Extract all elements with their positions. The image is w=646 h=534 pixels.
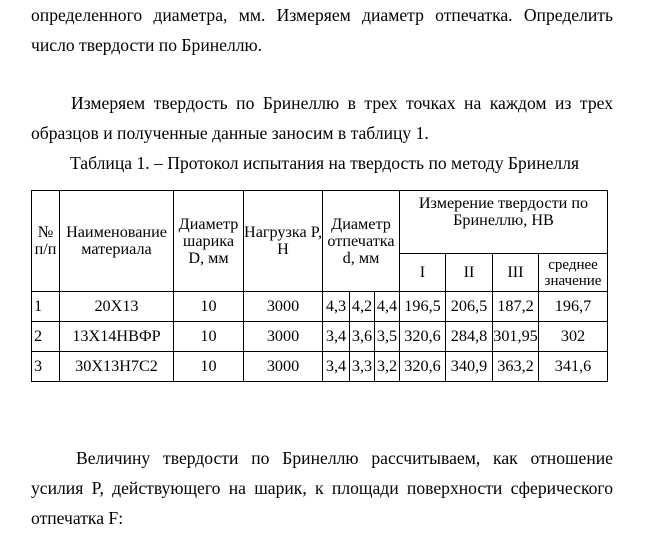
text-line: определенного диаметра, мм. Измеряем диаметр отпечатка. Определить [31, 5, 613, 25]
text-line: Величину твердости по Бринеллю рассчитываем, как отношение [76, 448, 613, 468]
table-row [32, 322, 608, 352]
cell-d2: 3,6 [350, 322, 375, 352]
header-load: Нагрузка P, Н [244, 191, 323, 292]
cell-hb3: 187,2 [493, 292, 539, 322]
cell-d1: 3,4 [323, 322, 350, 352]
cell-num: 3 [32, 352, 60, 382]
cell-hb3: 363,2 [493, 352, 539, 382]
header-print-diameter: Диаметр отпечатка d, мм [323, 191, 400, 292]
cell-hb1: 320,6 [400, 352, 446, 382]
cell-material: 13Х14НВФР [60, 322, 174, 352]
cell-load: 3000 [244, 352, 323, 382]
header-average: среднее значение [539, 254, 608, 292]
cell-d2: 3,3 [350, 352, 375, 382]
text-line: Измеряем твердость по Бринеллю в трех точках на каждом из трех [71, 93, 613, 113]
cell-hb2: 206,5 [446, 292, 493, 322]
header-hardness-1: I [400, 254, 446, 292]
header-material: Наименование материала [60, 191, 174, 292]
cell-num: 2 [32, 322, 60, 352]
table-row [32, 352, 608, 382]
cell-load: 3000 [244, 292, 323, 322]
cell-hb3: 301,95 [493, 322, 539, 352]
cell-d3: 3,2 [375, 352, 400, 382]
header-ball-diameter: Диаметр шарика D, мм [174, 191, 244, 292]
cell-hb1: 320,6 [400, 322, 446, 352]
text-line: усилия P, действующего на шарик, к площади поверхности сферического [31, 478, 613, 498]
cell-d1: 4,3 [323, 292, 350, 322]
cell-ball-diameter: 10 [174, 292, 244, 322]
cell-d3: 3,5 [375, 322, 400, 352]
text-line: отпечатка F: [31, 508, 124, 528]
header-hardness-3: III [493, 254, 539, 292]
cell-hb2: 284,8 [446, 322, 493, 352]
cell-load: 3000 [244, 322, 323, 352]
header-num: № п/п [32, 191, 60, 292]
text-line: образцов и полученные данные заносим в таблицу 1. [31, 123, 429, 143]
cell-hb1: 196,5 [400, 292, 446, 322]
cell-average: 302 [539, 322, 608, 352]
cell-hb2: 340,9 [446, 352, 493, 382]
cell-average: 341,6 [539, 352, 608, 382]
cell-d1: 3,4 [323, 352, 350, 382]
header-hardness-2: II [446, 254, 493, 292]
cell-material: 30Х13Н7С2 [60, 352, 174, 382]
hardness-table [31, 190, 608, 382]
header-hardness: Измерение твердости по Бринеллю, НВ [400, 191, 608, 254]
cell-average: 196,7 [539, 292, 608, 322]
cell-ball-diameter: 10 [174, 352, 244, 382]
table-caption: Таблица 1. – Протокол испытания на твердость по методу Бринелля [70, 153, 580, 173]
cell-material: 20Х13 [60, 292, 174, 322]
table-row [32, 292, 608, 322]
text-line: число твердости по Бринеллю. [31, 35, 263, 55]
cell-d2: 4,2 [350, 292, 375, 322]
cell-ball-diameter: 10 [174, 322, 244, 352]
cell-num: 1 [32, 292, 60, 322]
cell-d3: 4,4 [375, 292, 400, 322]
